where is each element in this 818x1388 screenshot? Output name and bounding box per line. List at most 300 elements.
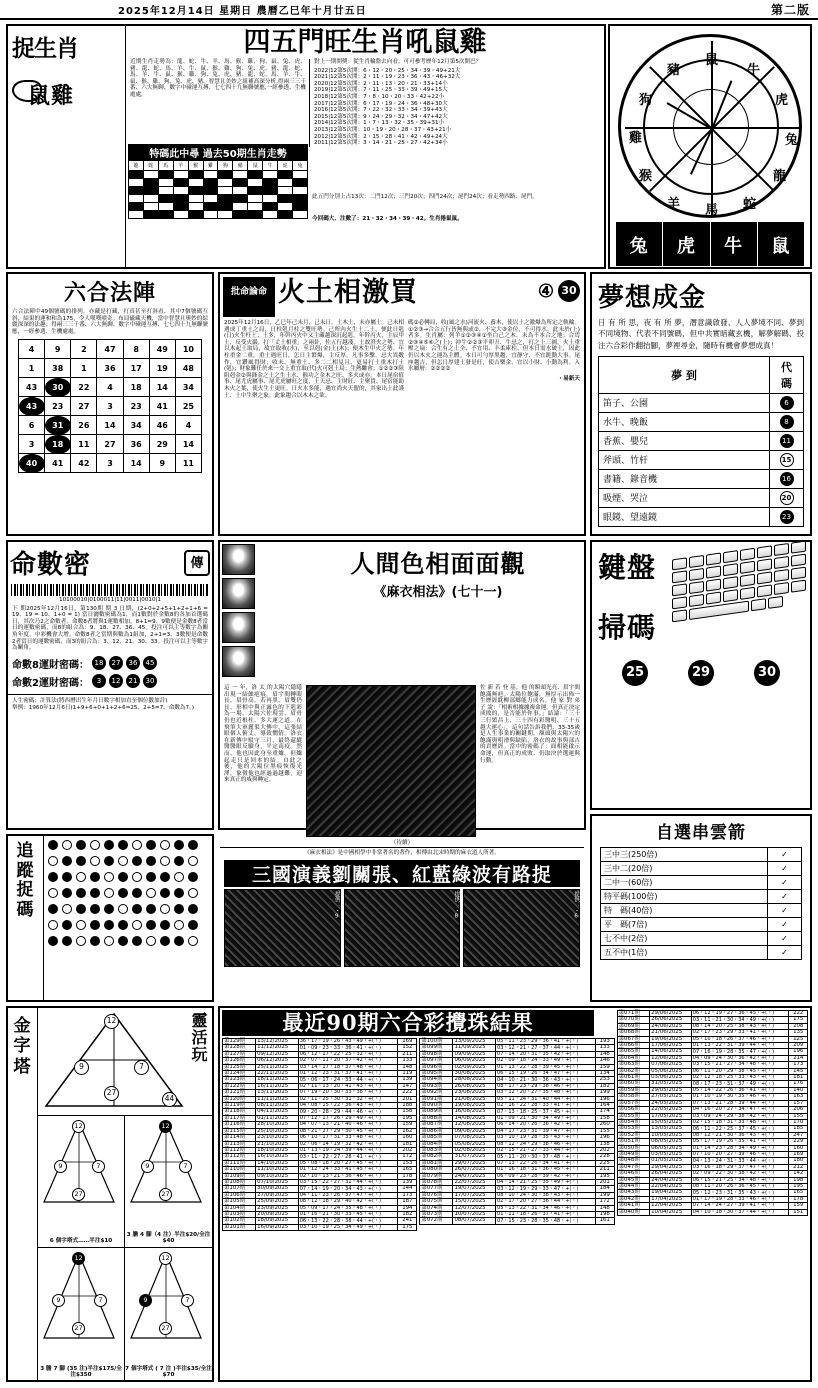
pyramid-node[interactable]: 12 [72, 1120, 85, 1133]
msq-cell: 8 [123, 340, 149, 359]
pyramid-block [38, 1248, 125, 1380]
magic-square [8, 337, 212, 475]
pyramid-node[interactable]: 27 [159, 1322, 172, 1335]
table-row: 第058期 27/05/2025 01・10・19・30・35・46・+(・) 163 [617, 1094, 807, 1100]
track-dot [62, 872, 72, 882]
track-dot [160, 856, 170, 866]
zodiac-wheel-panel [608, 24, 812, 269]
three-kingdoms-photo [463, 889, 580, 967]
track-dot [188, 840, 198, 850]
pyramid-node[interactable]: 12 [159, 1120, 172, 1133]
pyramid-node[interactable]: 9 [141, 1160, 154, 1173]
pyramid-node[interactable]: 44 [162, 1092, 177, 1107]
table-row: 第057期 24/05/2025 07・13・21・28・39・44・+(・) 157 [617, 1100, 807, 1106]
pyramid-node[interactable]: 9 [139, 1294, 152, 1307]
track-dot [104, 888, 114, 898]
history-row: 2015|12第5次開：9・24・29・32・34・47+42大 [314, 113, 448, 120]
table-row: 第078期 22/07/2025 04・14・21・25・35・49・+(・) 201 [420, 1179, 614, 1185]
msq-cell: 6 [19, 416, 45, 435]
wheel-label-2: 虎 [775, 93, 790, 108]
dream-code: 6 [780, 396, 794, 410]
table-row: 第122期 16/11/2025 02・11・13・20・41・43・+(・) 147 [223, 1083, 417, 1089]
table-row: 第071期 29/06/2025 06・12・19・27・36・45・+(・) 222 [617, 1011, 807, 1017]
wheel-label-3: 兔 [785, 133, 800, 148]
wheel-label-9: 雞 [629, 131, 644, 146]
track-dot [104, 856, 114, 866]
track-dot [118, 936, 128, 946]
dream-item: 吸煙、哭泣 [599, 488, 770, 507]
track-dot [118, 920, 128, 930]
msq-cell-highlight: 31 [45, 416, 71, 435]
track-dot [146, 888, 156, 898]
three-kingdoms-photo [224, 889, 341, 967]
msq-cell: 11 [175, 454, 201, 473]
msq-cell: 3 [19, 435, 45, 454]
strip-animal: 牛 [711, 222, 757, 266]
code-ball: 3 [92, 674, 106, 688]
track-dot [160, 936, 170, 946]
table-row: 第118期 04/11/2025 09・20・28・29・44・46・+(・) 158 [223, 1109, 417, 1115]
zodiac-footer-note: 此五門分別上占13次：二門12次；三門20次；四門24次；尾門24次；看走勢四路、尾門。 [312, 194, 538, 200]
msq-cell: 34 [175, 378, 201, 397]
track-dot [76, 936, 86, 946]
table-row: 第053期 13/05/2025 06・11・22・25・37・45・+(・) 185 [617, 1126, 807, 1132]
table-row: 第066期 17/06/2025 01・13・22・31・39・44・+(・) 209 [617, 1043, 807, 1049]
self-pick-label: 三中三(250倍) [601, 848, 768, 862]
table-row: 第108期 07/10/2025 03・15・22・27・31・44・+(・) 139 [223, 1179, 417, 1185]
msq-cell: 14 [175, 435, 201, 454]
pyramid-block [125, 1248, 212, 1380]
track-title-col [8, 836, 44, 1000]
dream-code: 16 [780, 472, 794, 486]
self-pick-checkbox[interactable]: ✓ [768, 862, 802, 876]
table-row: 第051期 08/05/2025 05・17・19・26・35・41・+(・) 229 [617, 1139, 807, 1145]
table-row: 第062期 05/06/2025 06・11・20・29・38・45・+(・) 145 [617, 1068, 807, 1074]
dream-code: 11 [780, 434, 794, 448]
msq-cell-highlight: 18 [45, 435, 71, 454]
code-ball: 18 [92, 656, 106, 670]
table-row: 第072期 08/07/2025 07・15・23・28・35・48・+(・) 161 [420, 1218, 614, 1224]
table-row: 第073期 10/07/2025 01・11・18・26・37・41・+(・) 198 [420, 1211, 614, 1217]
track-dot [174, 856, 184, 866]
track-dot [48, 904, 58, 914]
table-row: 第068期 21/06/2025 02・17・23・29・33・41・+(・) 135 [617, 1030, 807, 1036]
track-dot [48, 888, 58, 898]
track-dot [76, 840, 86, 850]
table-row: 第081期 29/07/2025 07・13・22・26・34・41・+(・) 225 [420, 1160, 614, 1166]
pyramid-block [38, 1116, 125, 1248]
dream-title: 夢想成金 [598, 283, 707, 313]
track-dot [62, 904, 72, 914]
self-pick-label: 七不中(2倍) [601, 932, 768, 946]
huotu-badge-num: ④ [537, 280, 555, 302]
trend-col-head: 兔 [292, 161, 307, 171]
dream-item: 水牛、晚飯 [599, 412, 770, 431]
huotu-mid-block: 碼②必轉局，收(風之水)河流火、養木，使以土之激爆為所定之軌輪。①②③→合合五行皆無與或②，不完大③金位，不可得水。此未於(上)者多。生肖屬：列羊①②③④①坐白己之木，未為不本合之地；合焉②③④⑤⑥之(上)；沖牛②②③平卯丑、牛忌之，打之上三圖。火土重壓之扁：合生有之土全、不宜用、丰柔庫柱、但本日需水破土，因此仍以木火之運為主體。本日可勻厚黑趨，宜靜守、不宜跪動大事。尾座趨吉，但怎日厚建土發是旺，使吉樂金、宜以小財、小動為利。入水屬層：②②②② [408, 320, 580, 373]
table-row: 第084期 05/08/2025 08・12・24・29・38・46・+(・) 138 [420, 1141, 614, 1147]
results-panel [218, 1006, 812, 1382]
table-row: 第041期 12/04/2025 07・14・24・27・39・41・+(・) 159 [617, 1203, 807, 1209]
dream-item: 笛子、公園 [599, 393, 770, 412]
table-row: 第077期 19/07/2025 03・12・19・29・33・47・+(・) 184 [420, 1186, 614, 1192]
track-dot [48, 872, 58, 882]
pyramid-node[interactable]: 27 [159, 1188, 172, 1201]
table-row: 第079期 24/07/2025 06・09・23・28・39・42・+(・) 195 [420, 1173, 614, 1179]
track-dot [104, 904, 114, 914]
huotu-badge-circle: 30 [558, 280, 580, 302]
pyramid-caption: 7 個字塔式 ( 7 注 )半注$35/全注$70 [125, 1365, 212, 1379]
dream-item: 香蕉、嬰兒 [599, 431, 770, 450]
track-dot [118, 840, 128, 850]
msq-cell: 25 [175, 397, 201, 416]
msq-cell: 36 [97, 359, 123, 378]
table-row: 第063期 07/06/2025 03・15・21・27・34・48・+(・) 173 [617, 1062, 807, 1068]
track-dot [146, 920, 156, 930]
msq-cell-highlight: 43 [19, 397, 45, 416]
strip-animal: 兔 [616, 222, 662, 266]
face-col2: 佐 新 若 登 基。他 的額頭光亮、眉宇間飽滿無疤。太陽位飽滿，無厚示出佈一生歷經耽柳部鄉能力成名。他 家 對 弟 子 說：「相術相據據複命運。但真正決定成敗的，是否能於你事。」結論：「三十三行繁昌上、三十四有彩醫明、三十五越大運心」，這句話告訴我們，33-35歲是人生事業的關鍵期。額頭與太陽穴的飽滿與明滑與缺陷，洛衣的故事與部吉的貢歷經。當中的密碼了：面相能啟示命運，但真正的成敗、仍取決於選運與行動。 [480, 685, 580, 764]
self-pick-checkbox[interactable]: ✓ [768, 890, 802, 904]
pyramid-node[interactable]: 7 [181, 1294, 194, 1307]
zodiac-right-note: 對上一期開獎：從生肖輪盤去向看。可可參考歷年12月第5次開巴？ [314, 59, 482, 65]
track-dot [118, 856, 128, 866]
face-wait: （待續） [390, 840, 414, 846]
track-dot-grid [44, 836, 212, 1000]
table-row: 第105期 25/09/2025 08・12・18・29・40・42・+(・) 187 [223, 1199, 417, 1205]
table-row: 第093期 26/08/2025 08・17・23・29・38・46・+(・) 182 [420, 1083, 614, 1089]
table-row: 第101期 16/09/2025 03・10・19・25・34・49・+(・) 175 [223, 1224, 417, 1230]
table-row: 第115期 25/10/2025 08・21・27・29・30・45・+(・) 162 [223, 1128, 417, 1134]
three-kingdoms-title: 三國演義劉關張、紅藍綠波有路捉 [224, 860, 580, 887]
table-row: 第064期 12/06/2025 04・09・24・30・36・42・+(・) 214 [617, 1055, 807, 1061]
msq-cell: 27 [71, 397, 97, 416]
table-row: 第043期 19/04/2025 05・12・23・31・35・43・+(・) 165 [617, 1190, 807, 1196]
table-row: 第091期 21/08/2025 05・11・24・31・40・44・+(・) 196 [420, 1096, 614, 1102]
track-dot [104, 936, 114, 946]
table-row: 第055期 17/05/2025 03・09・24・29・38・42・+(・) 155 [617, 1113, 807, 1119]
history-row: 2016|12第5次開：7・22・32・33・34・39+43大 [314, 107, 448, 114]
self-pick-table [600, 847, 802, 960]
msq-cell: 48 [175, 359, 201, 378]
track-dot [76, 872, 86, 882]
zodiac-wheel [618, 34, 802, 218]
track-dot [174, 872, 184, 882]
dream-table [592, 354, 810, 529]
pic-cell [224, 889, 341, 967]
trend-col-head: 雞 [203, 161, 218, 171]
msq-cell: 47 [97, 340, 123, 359]
pyramid-title-left: 金字塔 [13, 1016, 32, 1077]
huotu-body: 2025年12月16日，乙巳年己未月，己未日，土木土，未亦屬土。己未相遇成丁重土之局，日柱剋月柱之雙旺勢。己所內火生土二土，便此日剋(日)火生枉土；土多，年幹丙火中又主藏越深沉起剋。年幹丙火，主辰甲土，反受火巖。打「丈土相重」之兩卦，佐五行越淺。土故澄火之勢、宜以木起土取局，故宜取收(水)，至以剋(金)土(木)；便木生甲火之勢。年柱重金二重。重土遇旺日，怎日主繁爆，主反厚，凡事多擊，忌大異數作，宜鑽風得財；收未、無重土、多二二相見且、更易打土重木打土(剋)；財象難任於來一交上重宜取(代)火可剋土局；生熱繼會；①②②③阻阻剋金②與鋒金之土之生土水、猴功之金木之旺、多火或亦。本日尾宿值事、尾尤虎屬事、尾尤虎屬旺之度，土天忌、主財旺、主聚貴、尾宿能助木火之葉，使火生土更旺。日火水多能，遇宜尚火天盟的，其家出土此謹土、土中生聚之象。此象趨合以木木之欲。 [224, 320, 404, 399]
keyboard-title-1: 鍵盤 [598, 551, 657, 584]
wheel-label-5: 蛇 [743, 197, 758, 212]
table-row: 第056期 22/05/2025 04・16・20・27・34・47・+(・) 206 [617, 1107, 807, 1113]
keyboard-number: 25 [622, 660, 648, 686]
table-row: 第100期 13/09/2025 05・11・23・29・36・41・+(・) 193 [420, 1039, 614, 1045]
track-dot [132, 840, 142, 850]
pyramid-node[interactable]: 7 [134, 1060, 149, 1075]
track-dot [90, 904, 100, 914]
msq-cell: 3 [97, 454, 123, 473]
msq-cell: 29 [149, 435, 175, 454]
track-dot [160, 888, 170, 898]
msq-cell: 27 [97, 435, 123, 454]
zodiac-history-list [314, 68, 600, 147]
band-title: 特碼此中尋 過去50期生肖走勢 [128, 144, 308, 161]
self-pick-panel [590, 814, 812, 1002]
track-dot [90, 856, 100, 866]
trend-col-head: 虎 [278, 161, 293, 171]
track-dot [62, 920, 72, 930]
pyramid-node[interactable]: 27 [72, 1188, 85, 1201]
msq-cell: 38 [45, 359, 71, 378]
pyramid-node[interactable]: 12 [72, 1252, 85, 1265]
history-row: 2014|12第5次開：1・7・13・32・35・39+31小 [314, 120, 445, 127]
pic-cell [463, 889, 580, 967]
msq-cell: 1 [71, 359, 97, 378]
self-pick-label: 三中二(20倍) [601, 862, 768, 876]
table-row: 第085期 07/08/2025 03・10・19・28・35・43・+(・) 196 [420, 1135, 614, 1141]
history-row: 2018|12第5次開：7・8・10・20・33・42+22小 [314, 93, 445, 100]
dream-item: 書籍、錄音機 [599, 469, 770, 488]
table-row: 第123期 18/11/2025 05・06・17・24・33・44・+(・) 139 [223, 1077, 417, 1083]
pyramid-node[interactable]: 27 [104, 1086, 119, 1101]
trend-col-head: 蛇 [143, 161, 158, 171]
track-dot [146, 840, 156, 850]
huotu-title: 火土相激買 [278, 277, 418, 308]
code-ball: 36 [126, 656, 140, 670]
table-row: 第099期 11/09/2025 03・12・21・27・37・44・+(・) 133 [420, 1045, 614, 1051]
table-row: 第060期 31/05/2025 08・17・23・31・37・49・+(・) 176 [617, 1081, 807, 1087]
trend-col-head: 羊 [173, 161, 188, 171]
track-dot [90, 936, 100, 946]
msq-cell: 26 [71, 416, 97, 435]
face-sketch [222, 646, 255, 677]
track-dot [132, 936, 142, 946]
zodiac-body-left: 近期生肖走勢為：龍、蛇、牛、羊、馬、猴、雞、狗、鼠、兔、虎、豬、龍、蛇、馬、羊、牛、鼠、猴、雞、狗、兔、虎、豬、龍、蛇、馬、羊、牛、鼠、猴、雞、狗、兔、虎、豬、龍、蛇、馬、羊、牛、鼠、猴、雞、狗、兔、虎、豬、智慧且美妙之組補高深分析,得兩三三千番、六大無聊、數字中碰運互搏、七七四十九無聯號應,一經參透、生機處處。 [130, 59, 310, 147]
pic-label: 提供：・8 [453, 891, 460, 920]
table-row: 第095期 30/08/2025 06・15・19・26・34・47・+(・) 134 [420, 1071, 614, 1077]
code-ball: 27 [109, 656, 123, 670]
mingshu-title: 命數密 [10, 550, 92, 580]
mouse-icon [12, 80, 42, 102]
track-dot [118, 904, 128, 914]
table-row: 第120期 11/11/2025 02・11・25・30・31・32・+(・) 201 [223, 1096, 417, 1102]
pyramid-panel [6, 1006, 214, 1382]
table-row: 第113期 21/10/2025 02・06・14・19・32・42・+(・) 181 [223, 1141, 417, 1147]
track-dot [132, 904, 142, 914]
pyramid-title-right: 靈活玩 [189, 1012, 208, 1063]
track-dot [146, 904, 156, 914]
pyramid-node[interactable]: 9 [54, 1160, 67, 1173]
keyboard-number: 29 [688, 660, 714, 686]
track-dot [76, 856, 86, 866]
track-title: 追蹤捉碼 [16, 841, 35, 920]
msq-cell: 43 [19, 378, 45, 397]
trend-col-head: 狗 [218, 161, 233, 171]
dream-panel [590, 272, 812, 536]
table-row: 第128期 11/12/2025 01・09・23・33・36・41・+(・) 152 [223, 1045, 417, 1051]
track-dot [174, 920, 184, 930]
self-pick-checkbox[interactable]: ✓ [768, 932, 802, 946]
msq-cell: 19 [149, 359, 175, 378]
track-dot [146, 936, 156, 946]
track-dot [188, 904, 198, 914]
masthead-date: 2025年12月14日 星期日 農曆乙巳年十月廿五日 [118, 5, 367, 17]
table-row: 第097期 06/09/2025 02・09・18・24・33・49・+(・) 146 [420, 1058, 614, 1064]
mingshu-badge: 傳 [184, 550, 210, 576]
wheel-label-10: 狗 [639, 93, 654, 108]
table-row: 第094期 28/08/2025 04・10・21・30・36・43・+(・) 253 [420, 1077, 614, 1083]
track-dot [104, 840, 114, 850]
self-pick-checkbox[interactable]: ✓ [768, 848, 802, 862]
msq-cell: 41 [45, 454, 71, 473]
pyramid-node[interactable]: 12 [104, 1014, 119, 1029]
keyboard-title-2: 掃碼 [598, 611, 657, 644]
pyramid-caption: 3 膽 7 腳 (35 注)半注$175/全注$350 [40, 1365, 122, 1379]
wheel-label-7: 羊 [667, 197, 682, 212]
face-footer: 《麻衣相法》是中國相學中非常著名的著作，相傳由北宋時期的麻衣道人所著。 [220, 847, 584, 859]
zodiac-headline: 四五門旺生肖吼鼠雞 [243, 27, 487, 58]
table-row: 第083期 02/08/2025 02・15・21・27・33・44・+(・) 202 [420, 1147, 614, 1153]
strip-animal: 虎 [663, 222, 709, 266]
zodiac-footer-note2: 今回碼大、注數了：21・32・34・39・42。生肖捲鼠鼠。 [312, 216, 463, 222]
history-row: 2021|12第5次開：2・11・19・23・36・43・46+32大 [314, 74, 461, 81]
self-pick-checkbox[interactable]: ✓ [768, 946, 802, 960]
self-pick-label: 平 碼(7倍) [601, 918, 768, 932]
trend-col-head: 猴 [188, 161, 203, 171]
track-dot [76, 920, 86, 930]
code-ball: 12 [109, 674, 123, 688]
mingshu-footnote: 人生密碼：計算法(將西曆出生年月日數字相加直至個位數加計) [8, 694, 212, 705]
self-pick-checkbox[interactable]: ✓ [768, 876, 802, 890]
dream-head-code: 代 碼 [770, 356, 804, 393]
trend-col-head: 馬 [158, 161, 173, 171]
strip-animal: 鼠 [758, 222, 804, 266]
pyramid-caption: 6 個字塔式……半注$10 [49, 1238, 113, 1245]
msq-cell: 23 [123, 397, 149, 416]
mingshu-line1-label: 命數8運財密碼： [12, 659, 89, 671]
table-row: 第082期 31/07/2025 05・11・20・30・37・48・+(・) 228 [420, 1154, 614, 1160]
table-row: 第065期 14/06/2025 07・16・19・28・35・47・+(・) 196 [617, 1049, 807, 1055]
msq-cell: 49 [149, 340, 175, 359]
track-dot [160, 904, 170, 914]
results-col-2 [419, 1038, 614, 1231]
wheel-label-11: 豬 [667, 63, 682, 78]
table-row: 第046期 26/04/2025 02・09・22・30・38・42・+(・) 142 [617, 1171, 807, 1177]
pyramid-node[interactable]: 7 [94, 1294, 107, 1307]
pic-label: 提供：・6 [573, 891, 580, 920]
self-pick-label: 二中一(60倍) [601, 876, 768, 890]
three-kingdoms-photo [344, 889, 461, 967]
pyramid-node[interactable]: 27 [72, 1322, 85, 1335]
msq-cell: 3 [97, 397, 123, 416]
table-row: 第061期 03/06/2025 02・12・18・25・33・43・+(・) 181 [617, 1075, 807, 1081]
msq-cell: 34 [123, 416, 149, 435]
table-row: 第074期 12/07/2025 05・13・22・31・34・46・+(・) 148 [420, 1205, 614, 1211]
face-main-illustration [306, 685, 476, 837]
msq-cell: 22 [71, 378, 97, 397]
pyramid-block [125, 1116, 212, 1248]
msq-cell: 9 [149, 454, 175, 473]
wheel-bottom-strip [616, 222, 804, 266]
history-row: 2012|12第5次開：2・15・28・41・42・49+24大 [314, 133, 448, 140]
table-row: 第040期 10/04/2025 04・10・18・30・37・44・+(・) 151 [617, 1209, 807, 1215]
mingshu-body: 下 期2025年12月16日，第130期 期 3 日期，(2+0+2+5+1+2+1+6 = 19、19 = 10、1+0 = 1) 當日灑數密碼為1，而1數對於金數8的各加首選碼日，其次乃2之命數者。命數8者將與1運數相加，8+1=9、9數便是金數8者當日的運數密碼，而8的組合為：9、18、27、36、45。投注可以主等數字為關角年度，中彩機會大增。命數8者之當期與數為1組加，2+1=3、3數便是命數2者當日的運數密碼，而3的組合為：3、12、21、30、33。投注可以主等數字為關角。 [12, 605, 208, 652]
msq-cell: 42 [71, 454, 97, 473]
dream-item: 斧頭、竹杆 [599, 450, 770, 469]
msq-cell: 10 [175, 340, 201, 359]
table-row: 第096期 02/09/2025 01・13・22・28・39・45・+(・) 159 [420, 1064, 614, 1070]
barcode-graphic [11, 584, 209, 596]
code-ball: 30 [143, 674, 157, 688]
masthead [0, 0, 818, 20]
pyramid-node[interactable]: 12 [159, 1252, 172, 1265]
msq-cell: 14 [149, 378, 175, 397]
pyramid-node[interactable]: 9 [74, 1060, 89, 1075]
liuhe-panel [6, 272, 214, 536]
self-pick-checkbox[interactable]: ✓ [768, 904, 802, 918]
history-row: 2019|12第5次開：7・11・25・33・39・49+15大 [314, 87, 448, 94]
track-dot [174, 888, 184, 898]
wheel-label-8: 猴 [639, 169, 654, 184]
mingshu-codes [8, 654, 212, 691]
huotu-sign: ・易新天 [557, 375, 580, 382]
zodiac-logo-bottom: 鼠雞 [28, 83, 75, 109]
msq-cell: 9 [45, 340, 71, 359]
table-row: 第102期 18/09/2025 06・13・22・28・38・44・+(・) 241 [223, 1218, 417, 1224]
table-row: 第124期 22/11/2025 01・12・23・31・37・41・+(・) 119 [223, 1071, 417, 1077]
msq-cell: 17 [123, 359, 149, 378]
track-dot [188, 872, 198, 882]
trend-col-head: 牛 [263, 161, 278, 171]
face-subtitle: 《麻衣相法》(七十一) [373, 585, 503, 600]
track-dot [188, 920, 198, 930]
track-dot [62, 840, 72, 850]
table-row: 第126期 06/12/2025 02・07・11・20・37・42・+(・) 133 [223, 1058, 417, 1064]
track-dot [146, 856, 156, 866]
table-row: 第116期 28/10/2025 04・07・13・21・40・46・+(・) 159 [223, 1122, 417, 1128]
table-row: 第114期 23/10/2025 06・10・17・31・33・48・+(・) 160 [223, 1135, 417, 1141]
table-row: 第052期 10/05/2025 08・12・21・30・36・43・+(・) 247 [617, 1132, 807, 1138]
pyramid-node[interactable]: 7 [179, 1160, 192, 1173]
table-row: 第089期 16/08/2025 07・13・18・25・37・45・+(・) 174 [420, 1109, 614, 1115]
track-dot [90, 872, 100, 882]
face-illustrations [220, 542, 292, 682]
trend-col-head: 鼠 [248, 161, 263, 171]
track-dot [62, 888, 72, 898]
trend-col-head: 龍 [129, 161, 144, 171]
mingshu-example: 舉例：1960年12月6日(1+9+6+0+1+2+6=25、2+5=7、命數為7。) [12, 705, 195, 712]
mingshu-line2-label: 命數2運財密碼： [12, 677, 89, 689]
keyboard-panel [590, 540, 812, 810]
trend-grid [128, 160, 308, 219]
results-col-1 [222, 1038, 417, 1231]
pyramid-node[interactable]: 9 [52, 1294, 65, 1307]
self-pick-checkbox[interactable]: ✓ [768, 918, 802, 932]
liuhe-title: 六合法陣 [63, 280, 156, 306]
table-row: 第067期 19/06/2025 05・10・18・26・37・46・+(・) 125 [617, 1036, 807, 1042]
dream-intro: 日 有 所 思，夜 有 所 夢，潛意識啟發、人人夢境不同、夢到不同境物、代表不同號碼，但中共實暗藏玄機，解夢解碼、投注六合彩作翻抬腳，夢裡尋金，隨時有機會夢想成真！ [598, 318, 804, 350]
face-title: 人間色相面面觀 [350, 549, 526, 578]
track-dot [104, 872, 114, 882]
table-row: 第080期 26/07/2025 01・16・18・31・36・45・+(・) 211 [420, 1167, 614, 1173]
pyramid-node[interactable]: 7 [92, 1160, 105, 1173]
history-row: 2020|12第5次開：2・11・13・20・21・33+14小 [314, 80, 448, 87]
track-dot [174, 840, 184, 850]
track-dot [132, 888, 142, 898]
msq-cell: 23 [45, 397, 71, 416]
